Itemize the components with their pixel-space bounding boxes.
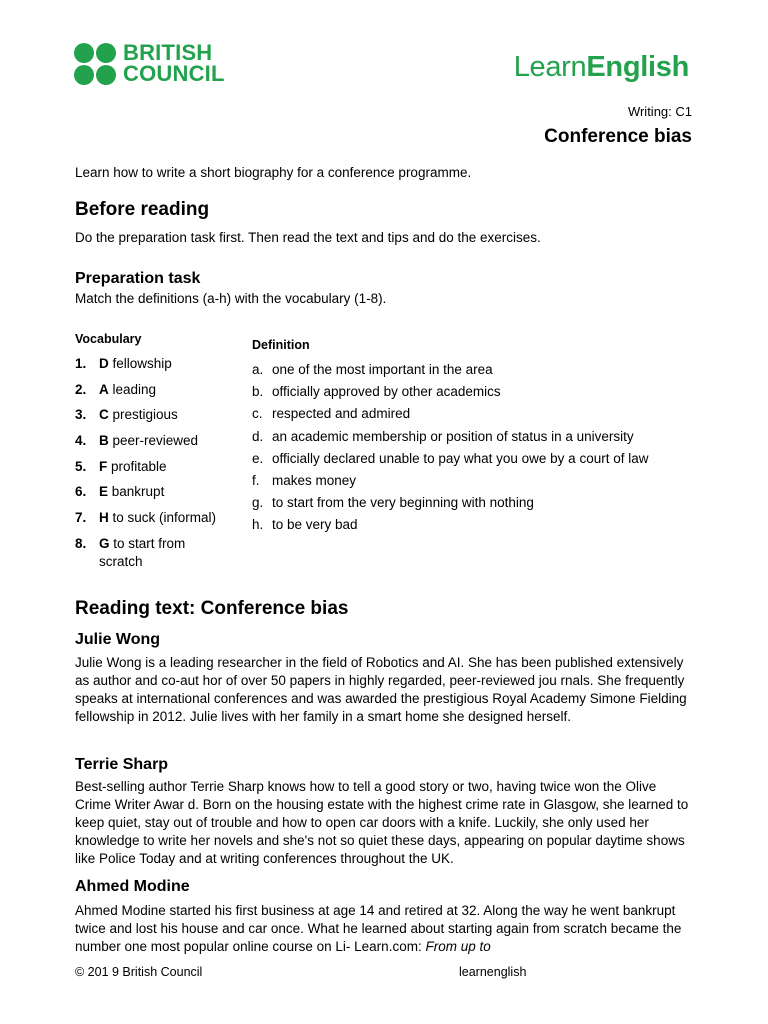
british-council-logo <box>74 41 234 91</box>
british-council-wordmark: BRITISH COUNCIL <box>123 40 225 86</box>
bio-name-ahmed-modine: Ahmed Modine <box>75 878 190 895</box>
definition-item: b. officially approved by other academics <box>252 384 501 400</box>
definition-item: g. to start from the very beginning with nothing <box>252 495 534 511</box>
preparation-heading: Preparation task <box>75 270 201 287</box>
bio-text-julie-wong: Julie Wong is a leading researcher in the field of Robotics and AI. She has been published extensively as author and co-aut hor of over 50 papers in highly regarded, peer-reviewed jou rnals. She frequently speaks at international conferences and was awarded the prestigious Royal Academy Simone Fielding fellowship in 2012. Julie lives with her family in a smart home she designed herself. <box>75 655 687 724</box>
definition-item: a. one of the most important in the area <box>252 362 493 377</box>
vocabulary-item: 4. B peer-reviewed <box>75 433 199 449</box>
level-label: Writing: C1 <box>627 104 692 119</box>
definition-item: c. respected and admired <box>252 406 411 422</box>
definition-item: d. an academic membership or position of status in a university <box>252 428 634 444</box>
definition-list <box>252 361 712 539</box>
reading-heading: Reading text: Conference bias <box>75 598 349 619</box>
before-reading-text: Do the preparation task first. Then read the text and tips and do the exercises. <box>75 230 541 245</box>
vocabulary-list <box>75 355 245 579</box>
bio-name-terrie-sharp: Terrie Sharp <box>75 756 169 773</box>
bio-name-julie-wong: Julie Wong <box>75 631 161 648</box>
vocabulary-item: 7. H to suck (informal) <box>75 510 217 526</box>
bio-text-terrie-sharp: Best-selling author Terrie Sharp knows how to tell a good story or two, having twice won the Olive Crime Writer Awar d. Born on the housing estate with the highest crime rate in Glasgow, she learned to keep quiet, stay out of trouble and how to open car doors with a knife. Luckily, she only used her knowledge to write her novels and she's not so quiet these days, appearing on popular daytime shows like Police Today and at writing conferences throughout the UK. <box>75 779 689 866</box>
vocabulary-item: 5. F profitable <box>75 458 167 474</box>
vocabulary-header: Vocabulary <box>75 332 142 346</box>
vocabulary-item: 1. D fellowship <box>75 356 172 371</box>
definition-item: h. to be very bad <box>252 517 358 533</box>
before-reading-heading: Before reading <box>75 199 210 220</box>
definition-item: f. makes money <box>252 472 357 488</box>
vocabulary-item: 2. A leading <box>75 381 157 397</box>
intro-text: Learn how to write a short biography for a conference programme. <box>75 165 472 180</box>
footer-copyright: © 201 9 British Council <box>75 965 203 979</box>
definition-item: e. officially declared unable to pay what you owe by a court of law <box>252 450 649 466</box>
bio-text-ahmed-modine: Ahmed Modine started his first business at age 14 and retired at 32. Along the way he went bankrupt twice and lost his house and car once. What he learned about starting again from scratch became the number one most popular online course on Li- Learn.com: From up to <box>75 903 682 954</box>
preparation-instructions: Match the definitions (a-h) with the vocabulary (1-8). <box>75 291 387 306</box>
definition-header: Definition <box>252 338 310 352</box>
vocabulary-item: 6. E bankrupt <box>75 484 165 500</box>
vocabulary-item: 3. C prestigious <box>75 407 178 423</box>
page-title: Conference bias <box>544 126 692 147</box>
british-council-dots-icon <box>74 41 118 87</box>
learnenglish-logo: LearnEnglish <box>513 51 689 83</box>
footer-site: learnenglish <box>459 965 527 979</box>
vocabulary-item: 8. G to start from scratch <box>75 535 186 569</box>
